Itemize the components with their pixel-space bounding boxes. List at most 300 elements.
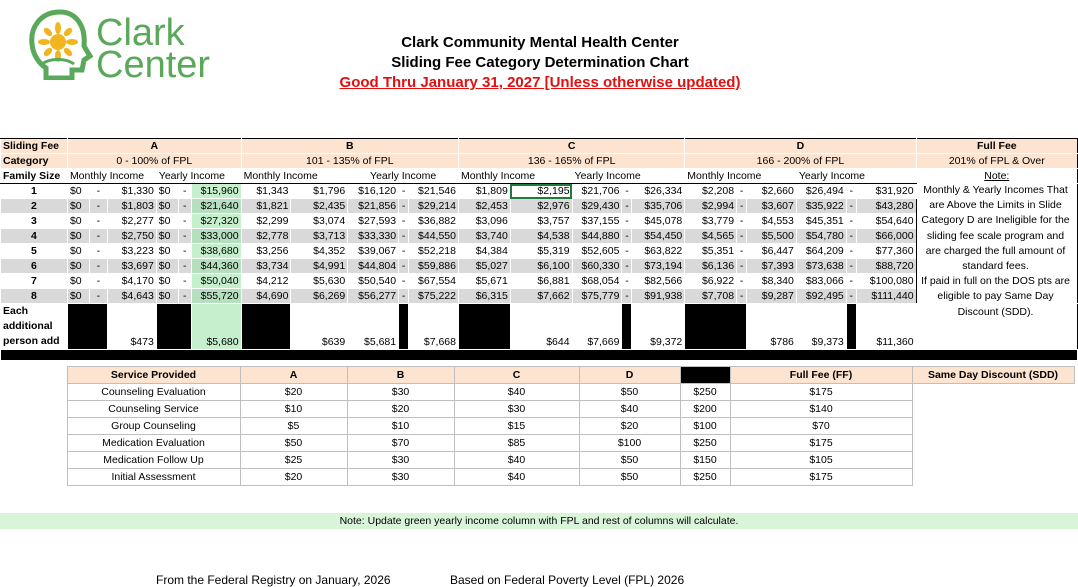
- spacer: [0, 384, 67, 401]
- income-cell-b-m1: $1,821: [241, 199, 291, 214]
- dash-cell: -: [178, 289, 191, 304]
- service-header-a: A: [240, 367, 347, 384]
- income-cell-b-m1: $3,256: [241, 244, 291, 259]
- service-header-full-fee: Full Fee (FF): [730, 367, 912, 384]
- clark-center-logo: [24, 8, 234, 86]
- additional-d-monthly: $786: [747, 304, 797, 350]
- income-cell-b-m1: $1,343: [241, 184, 291, 199]
- income-cell-c-y2: $91,938: [632, 289, 685, 304]
- category-c-label: C: [459, 139, 685, 154]
- income-cell-b-y1: $21,856: [348, 199, 399, 214]
- zero-cell: $0: [156, 229, 178, 244]
- dash-cell: -: [178, 259, 191, 274]
- category-a-label: A: [67, 139, 241, 154]
- family-size-cell: 2: [1, 199, 68, 214]
- income-cell-d-m1: $6,136: [685, 259, 737, 274]
- service-fee-full: $100: [680, 418, 730, 435]
- income-cell-b-y1: $56,277: [348, 289, 399, 304]
- service-fee-a: $20: [240, 469, 347, 486]
- zero-cell: $0: [67, 229, 89, 244]
- income-cell-c-y1: $37,155: [572, 214, 622, 229]
- service-fee-sdd: $175: [730, 435, 912, 452]
- dash-cell: -: [399, 259, 409, 274]
- service-header-sdd: Same Day Discount (SDD): [912, 367, 1074, 384]
- family-size-cell: 5: [1, 244, 68, 259]
- dash-cell: -: [178, 199, 191, 214]
- zero-cell: $0: [156, 259, 178, 274]
- service-fee-d: $100: [579, 435, 680, 452]
- dash-cell: -: [737, 229, 747, 244]
- income-cell-d-m2: $4,553: [747, 214, 797, 229]
- family-size-cell: 6: [1, 259, 68, 274]
- income-cell-d-m1: $6,922: [685, 274, 737, 289]
- zero-cell: $0: [67, 214, 89, 229]
- service-header-b: B: [347, 367, 454, 384]
- additional-a-yearly: $5,680: [191, 304, 241, 350]
- income-cell-d-y2: $66,000: [856, 229, 916, 244]
- service-name: Initial Assessment: [67, 469, 240, 486]
- income-cell-d-m1: $5,351: [685, 244, 737, 259]
- income-cell-a-y: $15,960: [191, 184, 241, 199]
- income-cell-c-y1: $75,779: [572, 289, 622, 304]
- additional-a-monthly: $473: [107, 304, 156, 350]
- income-cell-c-y1: $60,330: [572, 259, 622, 274]
- income-cell-c-m2: $4,538: [510, 229, 572, 244]
- income-cell-b-m1: $4,212: [241, 274, 291, 289]
- income-cell-b-y2: $59,886: [409, 259, 459, 274]
- note-line: Discount (SDD).: [957, 305, 1034, 318]
- income-cell-b-y1: $27,593: [348, 214, 399, 229]
- income-cell-d-m1: $3,779: [685, 214, 737, 229]
- income-cell-a-y: $50,040: [191, 274, 241, 289]
- head-sun-logo-icon: [24, 8, 96, 80]
- yearly-income-header-d: Yearly Income: [796, 169, 916, 184]
- dash-cell: -: [399, 289, 409, 304]
- income-cell-d-m2: $3,607: [747, 199, 797, 214]
- service-fee-a: $20: [240, 384, 347, 401]
- service-fee-b: $70: [347, 435, 454, 452]
- family-size-cell: 7: [1, 274, 68, 289]
- income-cell-d-m2: $7,393: [747, 259, 797, 274]
- dash-cell: -: [178, 214, 191, 229]
- income-cell-c-m2: $7,662: [510, 289, 572, 304]
- dash-cell: -: [737, 289, 747, 304]
- category-a-percent: 0 - 100% of FPL: [67, 154, 241, 169]
- service-fee-table: [0, 366, 1075, 486]
- income-cell-a-y: $27,320: [191, 214, 241, 229]
- dash-cell: -: [846, 229, 856, 244]
- income-cell-c-m2: $6,881: [510, 274, 572, 289]
- service-fee-sdd: $140: [730, 401, 912, 418]
- dash-cell: -: [622, 244, 632, 259]
- dash-cell: -: [89, 184, 107, 199]
- service-fee-a: $5: [240, 418, 347, 435]
- dash-cell: -: [399, 244, 409, 259]
- page-subtitle: Sliding Fee Category Determination Chart: [391, 54, 689, 71]
- label-category: Category: [1, 154, 68, 169]
- income-cell-b-y1: $50,540: [348, 274, 399, 289]
- income-cell-a-m: $1,803: [107, 199, 156, 214]
- income-cell-a-y: $33,000: [191, 229, 241, 244]
- dash-cell: -: [89, 214, 107, 229]
- dash-cell: -: [737, 184, 747, 199]
- dash-cell: -: [622, 259, 632, 274]
- footer-source: From the Federal Registry on January, 2026: [156, 573, 391, 587]
- income-cell-b-y1: $16,120: [348, 184, 399, 199]
- zero-cell: $0: [67, 199, 89, 214]
- income-cell-b-y2: $75,222: [409, 289, 459, 304]
- note-line: are charged the full amount of: [925, 244, 1066, 257]
- dash-cell: -: [846, 244, 856, 259]
- income-cell-c-y1: $68,054: [572, 274, 622, 289]
- service-row: [0, 401, 1074, 418]
- income-cell-c-m1: $5,671: [459, 274, 511, 289]
- dash-cell: -: [846, 274, 856, 289]
- additional-d-yearly-high: $11,360: [856, 304, 916, 350]
- dash-cell: -: [89, 229, 107, 244]
- black-block: [399, 304, 409, 350]
- spacer: [0, 435, 67, 452]
- dash-cell: -: [846, 259, 856, 274]
- service-fee-sdd: $175: [730, 469, 912, 486]
- yearly-income-header-c: Yearly Income: [572, 169, 685, 184]
- service-fee-c: $40: [454, 452, 579, 469]
- black-block: [680, 367, 730, 384]
- income-cell-d-y1: $26,494: [796, 184, 846, 199]
- income-cell-d-m2: $5,500: [747, 229, 797, 244]
- income-cell-c-m1: $3,740: [459, 229, 511, 244]
- income-cell-a-m: $3,697: [107, 259, 156, 274]
- category-full-percent: 201% of FPL & Over: [916, 154, 1077, 169]
- income-cell-c-m1: $6,315: [459, 289, 511, 304]
- additional-label-line3: person add: [3, 335, 60, 347]
- logo-word-center: Center: [96, 44, 211, 86]
- income-cell-c-y2: $35,706: [632, 199, 685, 214]
- spacer: [0, 452, 67, 469]
- income-cell-b-m1: $3,734: [241, 259, 291, 274]
- income-cell-b-y2: $67,554: [409, 274, 459, 289]
- income-cell-c-y2: $63,822: [632, 244, 685, 259]
- service-fee-full: $150: [680, 452, 730, 469]
- zero-cell: $0: [156, 274, 178, 289]
- dash-cell: -: [89, 274, 107, 289]
- category-b-label: B: [241, 139, 458, 154]
- income-cell-b-m2: $3,074: [291, 214, 348, 229]
- income-cell-c-m1: $2,453: [459, 199, 511, 214]
- dash-cell: -: [399, 214, 409, 229]
- service-name: Medication Follow Up: [67, 452, 240, 469]
- note-line: are Above the Limits in Slide: [929, 199, 1062, 212]
- service-header-c: C: [454, 367, 579, 384]
- category-full-label: Full Fee: [916, 139, 1077, 154]
- income-cell-d-y2: $88,720: [856, 259, 916, 274]
- dash-cell: -: [622, 199, 632, 214]
- service-fee-full: $250: [680, 435, 730, 452]
- service-fee-c: $40: [454, 384, 579, 401]
- income-cell-d-y1: $64,209: [796, 244, 846, 259]
- zero-cell: $0: [156, 244, 178, 259]
- dash-cell: -: [622, 229, 632, 244]
- dash-cell: -: [89, 289, 107, 304]
- income-cell-d-m1: $2,994: [685, 199, 737, 214]
- income-cell-d-m2: $2,660: [747, 184, 797, 199]
- income-cell-b-m2: $3,713: [291, 229, 348, 244]
- income-cell-b-m2: $4,991: [291, 259, 348, 274]
- income-cell-c-y2: $82,566: [632, 274, 685, 289]
- note-header: Note:: [916, 169, 1077, 184]
- income-cell-d-y1: $45,351: [796, 214, 846, 229]
- income-cell-a-y: $38,680: [191, 244, 241, 259]
- note-line: sliding fee scale program and: [926, 229, 1065, 242]
- logo-word-clark: Clark: [96, 12, 185, 54]
- income-cell-d-y1: $83,066: [796, 274, 846, 289]
- dash-cell: -: [846, 214, 856, 229]
- spacer: [0, 401, 67, 418]
- income-cell-b-y2: $36,882: [409, 214, 459, 229]
- income-cell-b-y2: $29,214: [409, 199, 459, 214]
- income-cell-a-m: $3,223: [107, 244, 156, 259]
- dash-cell: -: [737, 259, 747, 274]
- service-fee-d: $50: [579, 384, 680, 401]
- income-cell-c-y1: $52,605: [572, 244, 622, 259]
- income-cell-d-y2: $111,440: [856, 289, 916, 304]
- income-cell-b-m2: $1,796: [291, 184, 348, 199]
- dash-cell: -: [622, 184, 632, 199]
- income-cell-b-y2: $52,218: [409, 244, 459, 259]
- black-block: [622, 304, 632, 350]
- income-cell-b-y2: $21,546: [409, 184, 459, 199]
- income-cell-c-y2: $54,450: [632, 229, 685, 244]
- label-sliding-fee: Sliding Fee: [1, 139, 68, 154]
- income-cell-b-m1: $4,690: [241, 289, 291, 304]
- zero-cell: $0: [156, 184, 178, 199]
- zero-cell: $0: [156, 214, 178, 229]
- service-fee-b: $20: [347, 401, 454, 418]
- income-cell-b-m1: $2,299: [241, 214, 291, 229]
- service-fee-b: $30: [347, 384, 454, 401]
- service-fee-sdd: $70: [730, 418, 912, 435]
- service-header: Service Provided: [67, 367, 240, 384]
- income-cell-a-m: $4,643: [107, 289, 156, 304]
- monthly-income-header-b: Monthly Income: [241, 169, 348, 184]
- family-size-cell: 8: [1, 289, 68, 304]
- service-row: [0, 418, 1074, 435]
- service-row: [0, 452, 1074, 469]
- income-cell-d-m2: $8,340: [747, 274, 797, 289]
- note-line: Monthly & Yearly Incomes That: [923, 184, 1068, 196]
- dash-cell: -: [622, 274, 632, 289]
- service-fee-a: $10: [240, 401, 347, 418]
- dash-cell: -: [622, 289, 632, 304]
- income-cell-a-y: $21,640: [191, 199, 241, 214]
- income-cell-d-y1: $54,780: [796, 229, 846, 244]
- note-line: eligible to pay Same Day: [937, 290, 1054, 303]
- service-row: [0, 384, 1074, 401]
- income-cell-d-y2: $54,640: [856, 214, 916, 229]
- service-row: [0, 469, 1074, 486]
- dash-cell: -: [846, 184, 856, 199]
- zero-cell: $0: [67, 244, 89, 259]
- dash-cell: -: [178, 274, 191, 289]
- service-fee-a: $50: [240, 435, 347, 452]
- page-header: [300, 33, 780, 93]
- zero-cell: $0: [67, 259, 89, 274]
- dash-cell: -: [737, 214, 747, 229]
- income-cell-a-m: $1,330: [107, 184, 156, 199]
- income-cell-a-m: $4,170: [107, 274, 156, 289]
- additional-label-line2: additional: [3, 320, 53, 332]
- income-cell-d-m2: $6,447: [747, 244, 797, 259]
- service-fee-sdd: $105: [730, 452, 912, 469]
- additional-d-yearly-low: $9,373: [796, 304, 846, 350]
- service-fee-d: $50: [579, 469, 680, 486]
- service-fee-d: $50: [579, 452, 680, 469]
- income-cell-c-m2: $2,195: [510, 184, 572, 199]
- income-cell-c-y2: $73,194: [632, 259, 685, 274]
- category-b-percent: 101 - 135% of FPL: [241, 154, 458, 169]
- dash-cell: -: [89, 199, 107, 214]
- dash-cell: -: [399, 199, 409, 214]
- dash-cell: -: [399, 229, 409, 244]
- income-cell-c-m1: $3,096: [459, 214, 511, 229]
- black-block: [156, 304, 191, 350]
- service-name: Medication Evaluation: [67, 435, 240, 452]
- income-cell-d-y2: $31,920: [856, 184, 916, 199]
- income-cell-c-m2: $2,976: [510, 199, 572, 214]
- spacer: [0, 469, 67, 486]
- additional-b-yearly-high: $7,668: [409, 304, 459, 350]
- additional-c-yearly-low: $7,669: [572, 304, 622, 350]
- income-cell-d-y1: $73,638: [796, 259, 846, 274]
- family-size-cell: 3: [1, 214, 68, 229]
- additional-c-yearly-high: $9,372: [632, 304, 685, 350]
- income-cell-b-m2: $4,352: [291, 244, 348, 259]
- dash-cell: -: [178, 229, 191, 244]
- family-size-cell: 1: [1, 184, 68, 199]
- income-cell-c-m2: $3,757: [510, 214, 572, 229]
- income-cell-d-m1: $2,208: [685, 184, 737, 199]
- income-cell-c-m2: $5,319: [510, 244, 572, 259]
- income-cell-b-y1: $33,330: [348, 229, 399, 244]
- income-cell-d-y2: $43,280: [856, 199, 916, 214]
- income-cell-c-y1: $44,880: [572, 229, 622, 244]
- service-fee-d: $40: [579, 401, 680, 418]
- income-cell-c-y2: $26,334: [632, 184, 685, 199]
- income-cell-b-y2: $44,550: [409, 229, 459, 244]
- income-cell-d-y2: $77,360: [856, 244, 916, 259]
- service-header-d: D: [579, 367, 680, 384]
- service-name: Group Counseling: [67, 418, 240, 435]
- income-cell-c-m1: $4,384: [459, 244, 511, 259]
- service-row: [0, 435, 1074, 452]
- income-cell-a-m: $2,277: [107, 214, 156, 229]
- service-fee-b: $30: [347, 469, 454, 486]
- service-fee-b: $10: [347, 418, 454, 435]
- dash-cell: -: [737, 244, 747, 259]
- category-d-percent: 166 - 200% of FPL: [685, 154, 916, 169]
- monthly-income-header-a: Monthly Income: [67, 169, 156, 184]
- category-d-label: D: [685, 139, 916, 154]
- income-cell-c-m1: $1,809: [459, 184, 511, 199]
- dash-cell: -: [399, 184, 409, 199]
- service-fee-full: $250: [680, 384, 730, 401]
- service-fee-sdd: $175: [730, 384, 912, 401]
- note-line: If paid in full on the DOS pts are: [921, 275, 1070, 288]
- additional-label-line1: Each: [3, 305, 29, 317]
- income-cell-d-y2: $100,080: [856, 274, 916, 289]
- dash-cell: -: [846, 199, 856, 214]
- income-cell-c-m1: $5,027: [459, 259, 511, 274]
- income-cell-c-m2: $6,100: [510, 259, 572, 274]
- zero-cell: $0: [156, 199, 178, 214]
- black-block: [459, 304, 511, 350]
- income-cell-c-y1: $21,706: [572, 184, 622, 199]
- income-cell-b-y1: $44,804: [348, 259, 399, 274]
- zero-cell: $0: [67, 274, 89, 289]
- black-block: [67, 304, 107, 350]
- service-name: Counseling Evaluation: [67, 384, 240, 401]
- monthly-income-header-d: Monthly Income: [685, 169, 797, 184]
- dash-cell: -: [178, 244, 191, 259]
- dash-cell: -: [399, 274, 409, 289]
- family-size-cell: 4: [1, 229, 68, 244]
- income-cell-d-m2: $9,287: [747, 289, 797, 304]
- income-cell-b-m2: $6,269: [291, 289, 348, 304]
- additional-person-label: [1, 304, 68, 350]
- black-block: [241, 304, 291, 350]
- black-divider: [1, 350, 1078, 361]
- spacer: [0, 367, 67, 384]
- valid-through-notice: Good Thru January 31, 2027 [Unless otherwise updated): [339, 74, 741, 91]
- income-cell-d-m1: $7,708: [685, 289, 737, 304]
- black-block: [846, 304, 856, 350]
- dash-cell: -: [89, 244, 107, 259]
- income-cell-c-y2: $45,078: [632, 214, 685, 229]
- note-line: standard fees.: [962, 260, 1029, 273]
- income-cell-b-y1: $39,067: [348, 244, 399, 259]
- income-cell-d-m1: $4,565: [685, 229, 737, 244]
- black-block: [685, 304, 747, 350]
- income-cell-a-y: $44,360: [191, 259, 241, 274]
- dash-cell: -: [178, 184, 191, 199]
- dash-cell: -: [846, 289, 856, 304]
- service-fee-c: $85: [454, 435, 579, 452]
- additional-b-monthly: $639: [291, 304, 348, 350]
- service-fee-full: $200: [680, 401, 730, 418]
- service-fee-c: $15: [454, 418, 579, 435]
- additional-c-monthly: $644: [510, 304, 572, 350]
- service-fee-d: $20: [579, 418, 680, 435]
- page-title: Clark Community Mental Health Center: [401, 34, 679, 51]
- service-fee-c: $40: [454, 469, 579, 486]
- income-cell-d-y1: $35,922: [796, 199, 846, 214]
- dash-cell: -: [89, 259, 107, 274]
- income-cell-a-m: $2,750: [107, 229, 156, 244]
- yearly-income-header-a: Yearly Income: [156, 169, 241, 184]
- service-fee-full: $250: [680, 469, 730, 486]
- dash-cell: -: [737, 199, 747, 214]
- dash-cell: -: [622, 214, 632, 229]
- update-note-bar: Note: Update green yearly income column with FPL and rest of columns will calculate.: [0, 513, 1078, 529]
- income-cell-a-y: $55,720: [191, 289, 241, 304]
- additional-b-yearly-low: $5,681: [348, 304, 399, 350]
- service-name: Counseling Service: [67, 401, 240, 418]
- service-fee-b: $30: [347, 452, 454, 469]
- income-cell-c-y1: $29,430: [572, 199, 622, 214]
- dash-cell: -: [737, 274, 747, 289]
- income-cell-b-m1: $2,778: [241, 229, 291, 244]
- income-cell-d-y1: $92,495: [796, 289, 846, 304]
